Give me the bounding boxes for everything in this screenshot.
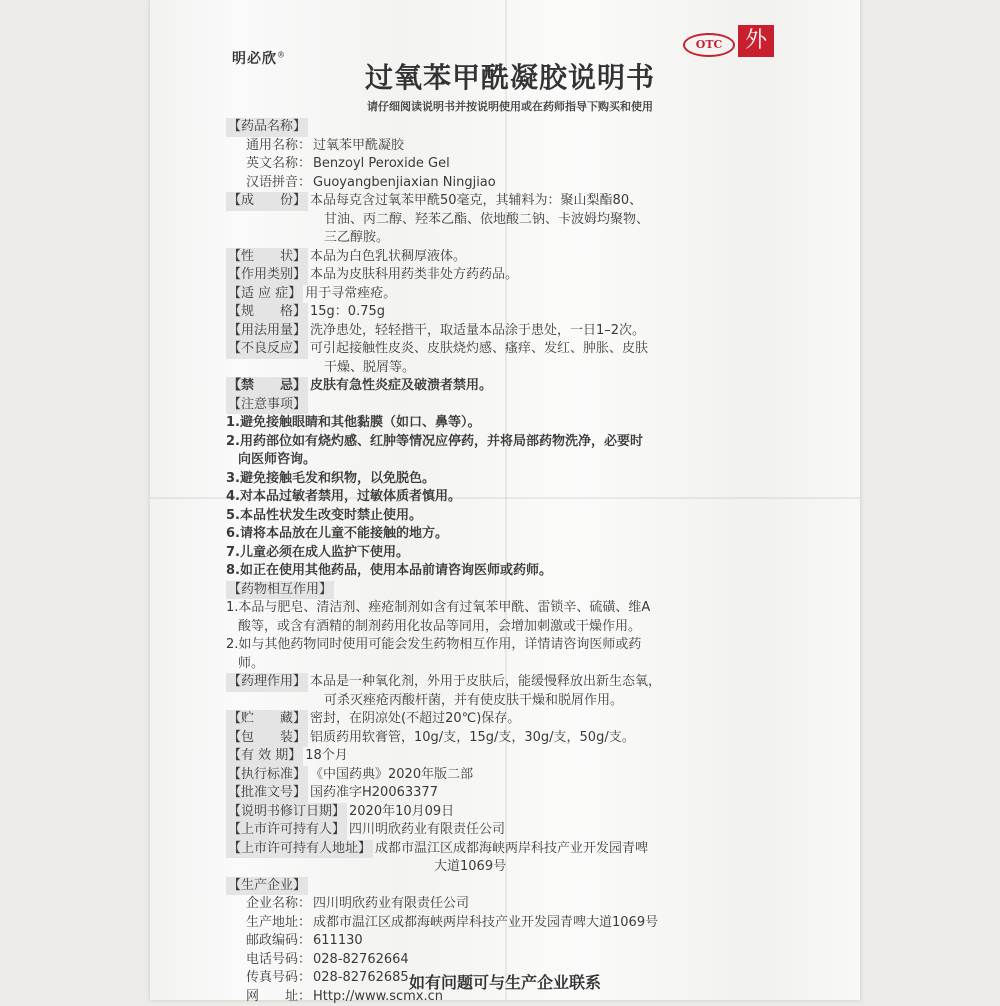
leaflet-line (226, 858, 786, 877)
leaflet-line (226, 692, 786, 711)
field-label: 【用法用量】 (226, 322, 308, 341)
document-title: 过氧苯甲酰凝胶说明书 (300, 56, 720, 96)
field-label: 【药物相互作用】 (226, 581, 334, 600)
leaflet-line (226, 895, 786, 914)
field-value: 铝质药用软膏管，10g/支，15g/支，30g/支，50g/支。 (310, 730, 635, 745)
field-value: 7.儿童必须在成人监护下使用。 (226, 545, 409, 560)
field-label: 【不良反应】 (226, 340, 308, 359)
leaflet-line (226, 470, 786, 489)
field-value: 6.请将本品放在儿童不能接触的地方。 (226, 526, 448, 541)
field-label: 【成 份】 (226, 192, 308, 211)
leaflet-line (226, 840, 786, 859)
field-value: Guoyangbenjiaxian Ningjiao (313, 175, 496, 190)
leaflet-content (226, 118, 786, 1006)
leaflet-line (226, 137, 786, 156)
field-label: 【执行标准】 (226, 766, 308, 785)
leaflet-line (226, 303, 786, 322)
contact-note: 如有问题可与生产企业联系 (230, 970, 780, 993)
field-value: 1.本品与肥皂、清洁剂、痤疮制剂如含有过氧苯甲酰、雷锁辛、硫磺、维A (226, 600, 650, 615)
leaflet-line (226, 877, 786, 896)
field-value: 2020年10月09日 (349, 804, 454, 819)
leaflet-line (226, 599, 786, 618)
field-label: 【规 格】 (226, 303, 308, 322)
field-label: 【禁 忌】 (226, 377, 308, 396)
leaflet-line (226, 673, 786, 692)
leaflet-line (226, 525, 786, 544)
leaflet-line (226, 710, 786, 729)
field-label: 【贮 藏】 (226, 710, 308, 729)
field-value: 本品是一种氧化剂，外用于皮肤后，能缓慢释放出新生态氧， (310, 674, 661, 689)
field-value: 大道1069号 (434, 859, 506, 874)
field-value: 028-82762664 (313, 952, 409, 967)
leaflet-line (226, 266, 786, 285)
field-value: 洗净患处，轻轻揩干，取适量本品涂于患处，一日1–2次。 (310, 323, 645, 338)
field-value: 甘油、丙二醇、羟苯乙酯、依地酸二钠、卡波姆均聚物、 (324, 212, 649, 227)
leaflet-line (226, 433, 786, 452)
leaflet-line (226, 414, 786, 433)
field-value: 2.用药部位如有烧灼感、红肿等情况应停药，并将局部药物洗净，必要时 (226, 434, 643, 449)
leaflet-line (226, 155, 786, 174)
field-value: 611130 (313, 933, 363, 948)
leaflet-line (226, 211, 786, 230)
field-value: 干燥、脱屑等。 (324, 360, 415, 375)
field-label: 邮政编码： (246, 933, 311, 948)
leaflet-line (226, 451, 786, 470)
leaflet-line (226, 174, 786, 193)
leaflet-line (226, 507, 786, 526)
field-value: 过氧苯甲酰凝胶 (313, 138, 404, 153)
field-value: 8.如正在使用其他药品，使用本品前请咨询医师或药师。 (226, 563, 552, 578)
field-label: 通用名称： (246, 138, 311, 153)
leaflet-line (226, 821, 786, 840)
leaflet-line (226, 192, 786, 211)
leaflet-line (226, 581, 786, 600)
leaflet-line (226, 618, 786, 637)
field-value: 3.避免接触毛发和织物，以免脱色。 (226, 471, 435, 486)
field-value: 密封，在阴凉处(不超过20℃)保存。 (310, 711, 520, 726)
external-use-badge: 外 (738, 25, 774, 57)
field-label: 【上市许可持有人地址】 (226, 840, 373, 859)
field-value: 15g：0.75g (310, 304, 385, 319)
field-value: 18个月 (305, 748, 348, 763)
leaflet-line (226, 248, 786, 267)
leaflet-line (226, 377, 786, 396)
field-value: 《中国药典》2020年版二部 (310, 767, 473, 782)
leaflet-line (226, 285, 786, 304)
field-label: 生产地址： (246, 915, 311, 930)
field-value: 用于寻常痤疮。 (305, 286, 396, 301)
field-label: 【生产企业】 (226, 877, 308, 896)
leaflet-line (226, 914, 786, 933)
field-value: 1.避免接触眼睛和其他黏膜（如口、鼻等）。 (226, 415, 480, 430)
field-value: 成都市温江区成都海峡两岸科技产业开发园青啤大道1069号 (313, 915, 658, 930)
leaflet-line (226, 636, 786, 655)
field-label: 【性 状】 (226, 248, 308, 267)
field-label: 【适 应 症】 (226, 285, 303, 304)
field-label: 企业名称： (246, 896, 311, 911)
otc-badge: OTC (683, 33, 735, 57)
field-value: 酸等，或含有酒精的制剂药用化妆品等同用，会增加刺激或干燥作用。 (238, 619, 641, 634)
leaflet-line (226, 803, 786, 822)
leaflet-line (226, 340, 786, 359)
field-label: 【说明书修订日期】 (226, 803, 347, 822)
leaflet-line (226, 784, 786, 803)
field-value: 四川明欣药业有限责任公司 (349, 822, 505, 837)
field-value: 三乙醇胺。 (324, 230, 389, 245)
leaflet-line (226, 562, 786, 581)
field-value: 028-82762685 (313, 970, 409, 985)
leaflet-line (226, 322, 786, 341)
leaflet-line (226, 229, 786, 248)
leaflet-line (226, 396, 786, 415)
field-value: 国药准字H20063377 (310, 785, 438, 800)
field-value: 成都市温江区成都海峡两岸科技产业开发园青啤 (375, 841, 648, 856)
leaflet-line (226, 729, 786, 748)
field-label: 【包 装】 (226, 729, 308, 748)
leaflet-line (226, 544, 786, 563)
field-value: 皮肤有急性炎症及破溃者禁用。 (310, 378, 492, 393)
field-value: 可引起接触性皮炎、皮肤烧灼感、瘙痒、发红、肿胀、皮肤 (310, 341, 648, 356)
field-value: Benzoyl Peroxide Gel (313, 156, 450, 171)
field-label: 网 址： (246, 989, 311, 1004)
field-label: 【作用类别】 (226, 266, 308, 285)
field-value: 2.如与其他药物同时使用可能会发生药物相互作用，详情请咨询医师或药 (226, 637, 641, 652)
leaflet-line (226, 951, 786, 970)
field-label: 电话号码： (246, 952, 311, 967)
field-value: 师。 (238, 656, 264, 671)
field-value: 4.对本品过敏者禁用，过敏体质者慎用。 (226, 489, 461, 504)
field-label: 英文名称： (246, 156, 311, 171)
leaflet-line (226, 766, 786, 785)
field-value: 5.本品性状发生改变时禁止使用。 (226, 508, 422, 523)
field-value: 本品为皮肤科用药类非处方药药品。 (310, 267, 518, 282)
leaflet-line (226, 359, 786, 378)
field-label: 传真号码： (246, 970, 311, 985)
brand-name: 明必欣® (232, 48, 286, 68)
field-value: 本品为白色乳状稠厚液体。 (310, 249, 466, 264)
field-value: Http://www.scmx.cn (313, 989, 443, 1004)
leaflet-line (226, 118, 786, 137)
field-label: 【上市许可持有人】 (226, 821, 347, 840)
field-value: 本品每克含过氧苯甲酰50毫克，其辅料为：聚山梨酯80、 (310, 193, 642, 208)
leaflet-line (226, 655, 786, 674)
leaflet-line (226, 932, 786, 951)
field-label: 【有 效 期】 (226, 747, 303, 766)
field-value: 四川明欣药业有限责任公司 (313, 896, 469, 911)
field-label: 【注意事项】 (226, 396, 308, 415)
field-label: 汉语拼音： (246, 175, 311, 190)
field-value: 可杀灭痤疮丙酸杆菌，并有使皮肤干燥和脱屑作用。 (324, 693, 623, 708)
document-subtitle: 请仔细阅读说明书并按说明使用或在药师指导下购买和使用 (330, 98, 690, 114)
field-label: 【药理作用】 (226, 673, 308, 692)
leaflet-line (226, 747, 786, 766)
field-value: 向医师咨询。 (238, 452, 316, 467)
field-label: 【批准文号】 (226, 784, 308, 803)
field-label: 【药品名称】 (226, 118, 308, 137)
leaflet-line (226, 488, 786, 507)
